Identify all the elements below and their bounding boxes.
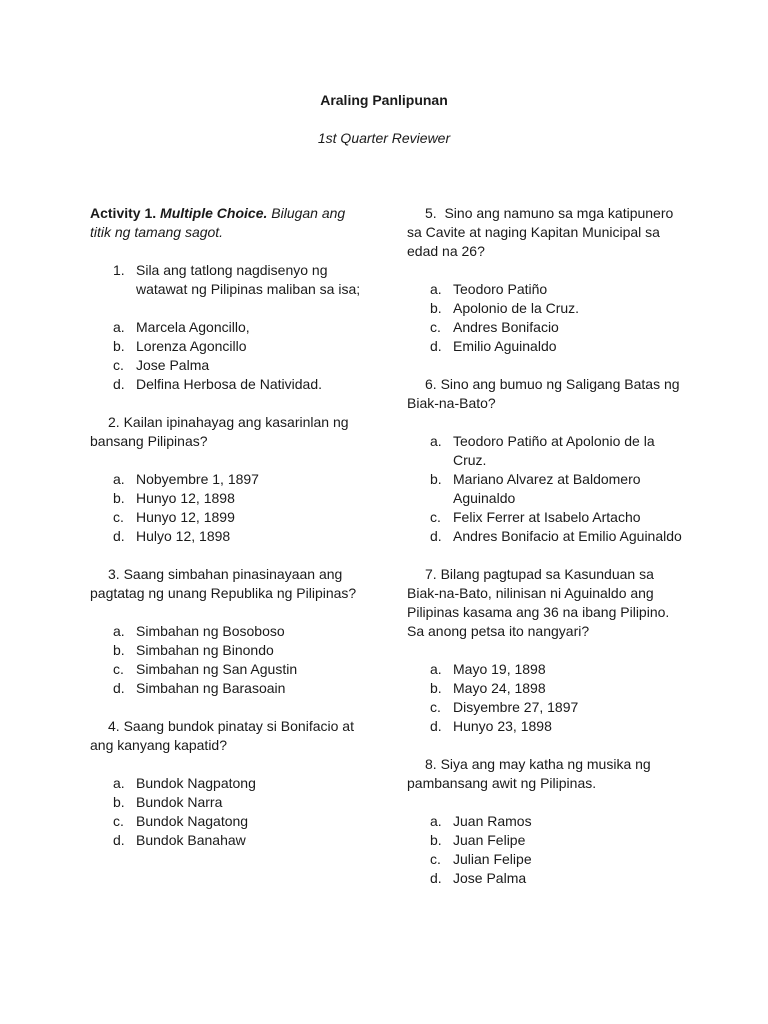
question-number: 6. — [425, 376, 437, 392]
choice-text: Jose Palma — [136, 357, 210, 373]
choice-letter: a. — [113, 471, 125, 487]
choice-item[interactable] — [90, 660, 370, 679]
question-number: 4. — [108, 718, 120, 734]
question-text: Siya ang may katha ng musika ng pambansang awit ng Pilipinas. — [407, 756, 651, 791]
choice-letter: d. — [430, 338, 442, 354]
choice-item[interactable] — [407, 869, 683, 888]
choice-item[interactable] — [90, 527, 370, 546]
choice-item[interactable] — [407, 508, 683, 527]
question-text: Kailan ipinahayag ang kasarinlan ng bansang Pilipinas? — [90, 414, 349, 449]
choice-text: Hulyo 12, 1898 — [136, 528, 231, 544]
choice-item[interactable] — [90, 375, 370, 394]
choice-text: Jose Palma — [453, 870, 527, 886]
choice-letter: b. — [430, 300, 442, 316]
choice-letter: c. — [113, 661, 124, 677]
choice-letter: b. — [430, 832, 442, 848]
choice-text: Teodoro Patiño at Apolonio de la Cruz. — [453, 433, 655, 468]
choice-letter: d. — [113, 528, 125, 544]
question-number: 8. — [425, 756, 437, 772]
choice-item[interactable] — [407, 280, 683, 299]
choice-letter: a. — [113, 775, 125, 791]
choice-item[interactable] — [90, 356, 370, 375]
choice-letter: b. — [113, 490, 125, 506]
choice-text: Teodoro Patiño — [453, 281, 548, 297]
choice-item[interactable] — [90, 337, 370, 356]
question-number: 2. — [108, 414, 120, 430]
choice-item[interactable] — [407, 527, 683, 546]
choice-text: Marcela Agoncillo, — [136, 319, 250, 335]
choice-item[interactable] — [407, 717, 683, 736]
choice-text: Bundok Narra — [136, 794, 223, 810]
choice-letter: c. — [430, 319, 441, 335]
choice-letter: a. — [430, 433, 442, 449]
choice-item[interactable] — [407, 470, 683, 508]
choice-item[interactable] — [90, 831, 370, 850]
question-text: Sino ang bumuo ng Saligang Batas ng Biak-na-Bato? — [407, 376, 680, 411]
choice-letter: b. — [113, 642, 125, 658]
choice-item[interactable] — [407, 698, 683, 717]
choice-item[interactable] — [407, 660, 683, 679]
choice-text: Disyembre 27, 1897 — [453, 699, 579, 715]
choice-letter: a. — [430, 281, 442, 297]
question-7 — [407, 565, 683, 641]
choice-letter: d. — [430, 528, 442, 544]
choice-letter: c. — [430, 509, 441, 525]
choice-letter: b. — [430, 471, 442, 487]
question-5 — [407, 204, 683, 261]
choice-text: Nobyembre 1, 1897 — [136, 471, 259, 487]
choice-item[interactable] — [407, 299, 683, 318]
choice-text: Bundok Nagatong — [136, 813, 249, 829]
choice-letter: d. — [113, 832, 125, 848]
choice-text: Lorenza Agoncillo — [136, 338, 247, 354]
choice-text: Andres Bonifacio — [453, 319, 559, 335]
choice-item[interactable] — [90, 641, 370, 660]
choice-item[interactable] — [90, 622, 370, 641]
choice-item[interactable] — [90, 318, 370, 337]
choice-text: Felix Ferrer at Isabelo Artacho — [453, 509, 641, 525]
choice-text: Julian Felipe — [453, 851, 532, 867]
choice-text: Hunyo 12, 1898 — [136, 490, 235, 506]
choice-text: Simbahan ng Binondo — [136, 642, 274, 658]
choice-item[interactable] — [90, 489, 370, 508]
choice-text: Bundok Nagpatong — [136, 775, 256, 791]
choice-text: Simbahan ng Barasoain — [136, 680, 286, 696]
question-8 — [407, 755, 683, 793]
question-number: 3. — [108, 566, 120, 582]
choice-text: Emilio Aguinaldo — [453, 338, 557, 354]
choice-letter: a. — [430, 661, 442, 677]
choice-text: Mayo 24, 1898 — [453, 680, 546, 696]
choice-letter: b. — [113, 338, 125, 354]
choice-text: Apolonio de la Cruz. — [453, 300, 580, 316]
choice-text: Juan Felipe — [453, 832, 526, 848]
choice-item[interactable] — [90, 774, 370, 793]
choice-item[interactable] — [90, 508, 370, 527]
question-text: Bilang pagtupad sa Kasunduan sa Biak-na-Bato, nilinisan ni Aguinaldo ang Pilipinas kasama ang 36 na ibang Pilipino. Sa anong petsa ito nangyari? — [407, 566, 670, 639]
choice-text: Hunyo 23, 1898 — [453, 718, 552, 734]
choice-text: Hunyo 12, 1899 — [136, 509, 235, 525]
choice-item[interactable] — [90, 679, 370, 698]
choice-text: Delfina Herbosa de Natividad. — [136, 376, 322, 392]
page-subtitle: 1st Quarter Reviewer — [317, 130, 451, 146]
question-3 — [90, 565, 370, 603]
choice-letter: c. — [430, 699, 441, 715]
page-title: Araling Panlipunan — [320, 92, 448, 108]
question-2 — [90, 413, 370, 451]
choice-item[interactable] — [90, 812, 370, 831]
choice-item[interactable] — [407, 850, 683, 869]
activity-type: Multiple Choice. — [160, 205, 268, 221]
choice-item[interactable] — [407, 812, 683, 831]
choice-item[interactable] — [407, 337, 683, 356]
choice-letter: d. — [430, 870, 442, 886]
question-text: Saang bundok pinatay si Bonifacio at ang kanyang kapatid? — [90, 718, 354, 753]
choice-item[interactable] — [90, 470, 370, 489]
question-number: 5. — [425, 205, 437, 221]
choice-item[interactable] — [90, 793, 370, 812]
question-text: Sino ang namuno sa mga katipunero sa Cavite at naging Kapitan Municipal sa edad na 26? — [407, 205, 674, 259]
choice-item[interactable] — [407, 831, 683, 850]
choice-text: Simbahan ng Bosoboso — [136, 623, 285, 639]
question-4 — [90, 717, 370, 755]
choice-letter: d. — [113, 376, 125, 392]
choice-letter: c. — [113, 813, 124, 829]
choice-letter: a. — [430, 813, 442, 829]
choice-text: Juan Ramos — [453, 813, 532, 829]
question-text: Sila ang tatlong nagdisenyo ng watawat ng Pilipinas maliban sa isa; — [136, 262, 361, 297]
choice-letter: c. — [113, 509, 124, 525]
choice-letter: c. — [113, 357, 124, 373]
question-text: Saang simbahan pinasinayaan ang pagtatag ng unang Republika ng Pilipinas? — [90, 566, 357, 601]
question-6 — [407, 375, 683, 413]
choice-item[interactable] — [407, 318, 683, 337]
choice-letter: c. — [430, 851, 441, 867]
choice-text: Mayo 19, 1898 — [453, 661, 546, 677]
choice-letter: a. — [113, 319, 125, 335]
choice-text: Andres Bonifacio at Emilio Aguinaldo — [453, 528, 682, 544]
choice-text: Simbahan ng San Agustin — [136, 661, 298, 677]
choice-letter: b. — [430, 680, 442, 696]
activity-instruction: Bilugan ang titik ng tamang sagot. — [90, 205, 346, 240]
question-number: 1. — [113, 262, 125, 278]
right-column — [407, 204, 683, 888]
left-column — [90, 204, 370, 850]
choice-text: Mariano Alvarez at Baldomero Aguinaldo — [453, 471, 641, 506]
choice-item[interactable] — [407, 432, 683, 470]
activity-heading — [90, 204, 370, 242]
choice-item[interactable] — [407, 679, 683, 698]
choice-text: Bundok Banahaw — [136, 832, 246, 848]
choice-letter: d. — [430, 718, 442, 734]
choice-letter: a. — [113, 623, 125, 639]
choice-letter: b. — [113, 794, 125, 810]
question-number: 7. — [425, 566, 437, 582]
question-1 — [90, 261, 370, 299]
choice-letter: d. — [113, 680, 125, 696]
activity-label: Activity 1. — [90, 205, 157, 221]
